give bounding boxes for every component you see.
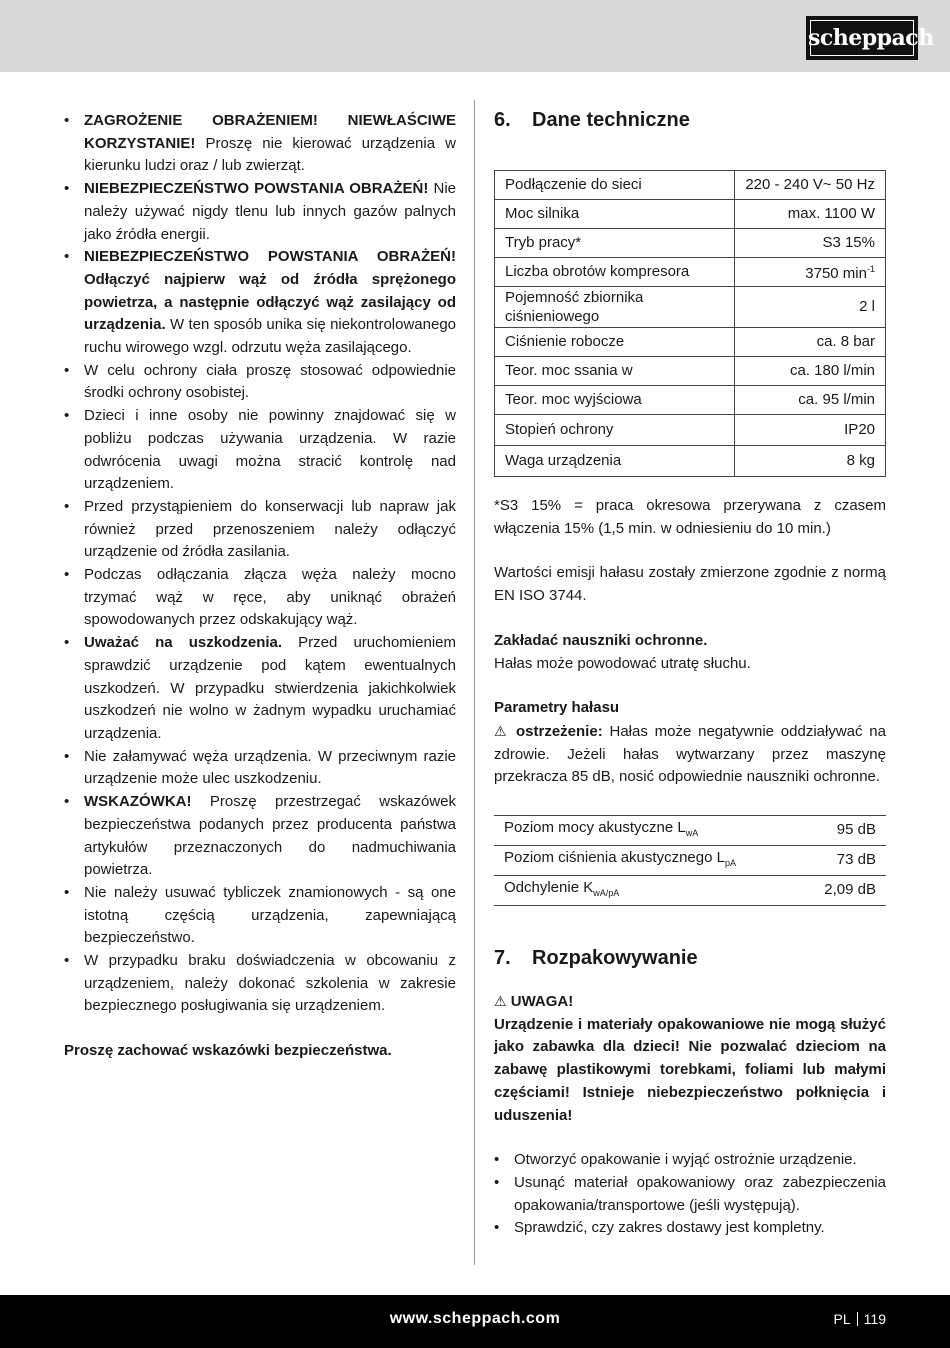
list-item: • W przypadku braku doświadczenia w obcowaniu z urządzeniem, należy dokonać szkolenia w zakresie bezpiecznego posługiwania się urządzeniem. (64, 950, 456, 1018)
list-item: • Przed przystąpieniem do konserwacji lub napraw jak również przed przenoszeniem należy odłączyć urządzenie od źródła zasilania. (64, 496, 456, 564)
noise-table (494, 815, 886, 906)
list-item: • Sprawdzić, czy zakres dostawy jest kompletny. (494, 1217, 886, 1240)
warning-icon: ⚠ (494, 722, 510, 739)
brand-logo (806, 16, 934, 60)
list-item: • NIEBEZPIECZEŃSTWO POWSTANIA OBRAŻEŃ! Nie należy używać nigdy tlenu lub innych gazów palnych jako źródła energii. (64, 178, 456, 246)
duty-cycle-footnote: *S3 15% = praca okresowa przerywana z czasem włączenia 15% (1,5 min. w odniesieniu do 10 min.) (494, 497, 886, 537)
table-row: Poziom ciśnienia akustycznego $L_{pA}$ 73 dB (494, 846, 886, 876)
warning-icon: ⚠ (494, 993, 507, 1010)
table-row: Poziom mocy akustyczne $L_{wA}$ 95 dB (494, 816, 886, 846)
section-6-heading: 6. Dane techniczne (494, 109, 690, 131)
safety-list (64, 110, 456, 1018)
brand-name: scheppach (808, 25, 934, 51)
list-item: • Uważać na uszkodzenia. Przed uruchomieniem sprawdzić urządzenie pod kątem ewentualnych uszkodzeń. W przypadku stwierdzenia jakichkolwiek uszkodzeń nie wolno w żadnym wypadku uruchamiać urządzenia. (64, 632, 456, 746)
table-row: Teor. moc ssania w ca. 180 l/min (495, 357, 886, 386)
safety-instructions-column (64, 110, 456, 1063)
list-item: • Nie załamywać węża urządzenia. W przeciwnym razie urządzenie może ulec uszkodzeniu. (64, 746, 456, 791)
table-row: Moc silnika max. 1100 W (495, 200, 886, 229)
table-row: Tryb pracy* S3 15% (495, 229, 886, 258)
list-item: • Nie należy usuwać tybliczek znamionowych - są one istotną częścią urządzenia, zapewniającą bezpieczeństwo. (64, 882, 456, 950)
footer-bar (0, 1295, 950, 1348)
table-row: Odchylenie $K_{wA/pA}$ 2,09 dB (494, 876, 886, 906)
column-divider (474, 100, 475, 1265)
ear-protection-text: Hałas może powodować utratę słuchu. (494, 654, 751, 672)
ear-protection-title: Zakładać nauszniki ochronne. (494, 631, 708, 649)
table-row: Teor. moc wyjściowa ca. 95 l/min (495, 386, 886, 415)
table-row: Podłączenie do sieci 220 - 240 V~ 50 Hz (495, 171, 886, 200)
table-row: Stopień ochrony IP20 (495, 415, 886, 446)
list-item: • Podczas odłączania złącza węża należy mocno trzymać wąż w ręce, aby uniknąć obrażeń spowodowanych przez odskakujący wąż. (64, 564, 456, 632)
list-item: • Dzieci i inne osoby nie powinny znajdować się w pobliżu podczas używania urządzenia. W razie odwrócenia uwagi można stracić kontrolę nad urządzeniem. (64, 405, 456, 496)
section-7-heading: 7. Rozpakowywanie (494, 947, 698, 970)
list-item: • NIEBEZPIECZEŃSTWO POWSTANIA OBRAŻEŃ! Odłączyć najpierw wąż od źródła sprężonego powietrza, a następnie odłączyć wąż zasilający od urządzenia. W ten sposób unika się niekontrolowanego ruchu wirowego wzgl. odrzutu węża zasilającego. (64, 246, 456, 360)
unpack-warning-body: Urządzenie i materiały opakowaniowe nie mogą służyć jako zabawka dla dzieci! Nie pozwalać dzieciom na zabawę plastikowymi torebkami, foliami lub małymi częściami! Istnieje niebezpieczeństwo połknięcia i uduszenia! (494, 1015, 886, 1124)
unpack-warning-head: ⚠ UWAGA! (494, 993, 574, 1011)
list-item: • WSKAZÓWKA! Proszę przestrzegać wskazówek bezpieczeństwa podanych przez producenta państwa artykułów przeznaczonych do nadmuchiwania powietrza. (64, 791, 456, 882)
header-bar (0, 0, 950, 72)
noise-emission-note: Wartości emisji hałasu zostały zmierzone zgodnie z normą EN ISO 3744. (494, 564, 886, 605)
technical-data-table (494, 170, 886, 477)
website-link[interactable]: www.scheppach.com (389, 1310, 561, 1327)
technical-column (494, 106, 886, 1240)
table-row: Liczba obrotów kompresora 3750 $\min^{-1}$ (495, 258, 886, 287)
table-row: Pojemność zbiornika ciśnieniowego 2 l (495, 287, 886, 328)
noise-params-title: Parametry hałasu (494, 699, 620, 717)
table-row: Ciśnienie robocze ca. 8 bar (495, 328, 886, 357)
list-item: • W celu ochrony ciała proszę stosować odpowiednie środki ochrony osobistej. (64, 360, 456, 405)
noise-warning: ⚠ ostrzeżenie: Hałas może negatywnie oddziaływać na zdrowie. Jeżeli hałas wytwarzany przez maszynę przekracza 85 dB, nosić odpowiednie nauszniki ochronne. (494, 722, 886, 786)
list-item: • Usunąć materiał opakowaniowy oraz zabezpieczenia opakowania/transportowe (jeśli występują). (494, 1172, 886, 1217)
list-item: • ZAGROŻENIE OBRAŻENIEM! NIEWŁAŚCIWE KORZYSTANIE! Proszę nie kierować urządzenia w kierunku ludzi oraz / lub zwierząt. (64, 110, 456, 178)
page-number: PL 119 (833, 1311, 886, 1327)
closing-note: Proszę zachować wskazówki bezpieczeństwa. (64, 1042, 392, 1060)
unpack-steps (494, 1149, 886, 1240)
table-row: Waga urządzenia 8 kg (495, 446, 886, 477)
list-item: • Otworzyć opakowanie i wyjąć ostrożnie urządzenie. (494, 1149, 886, 1172)
